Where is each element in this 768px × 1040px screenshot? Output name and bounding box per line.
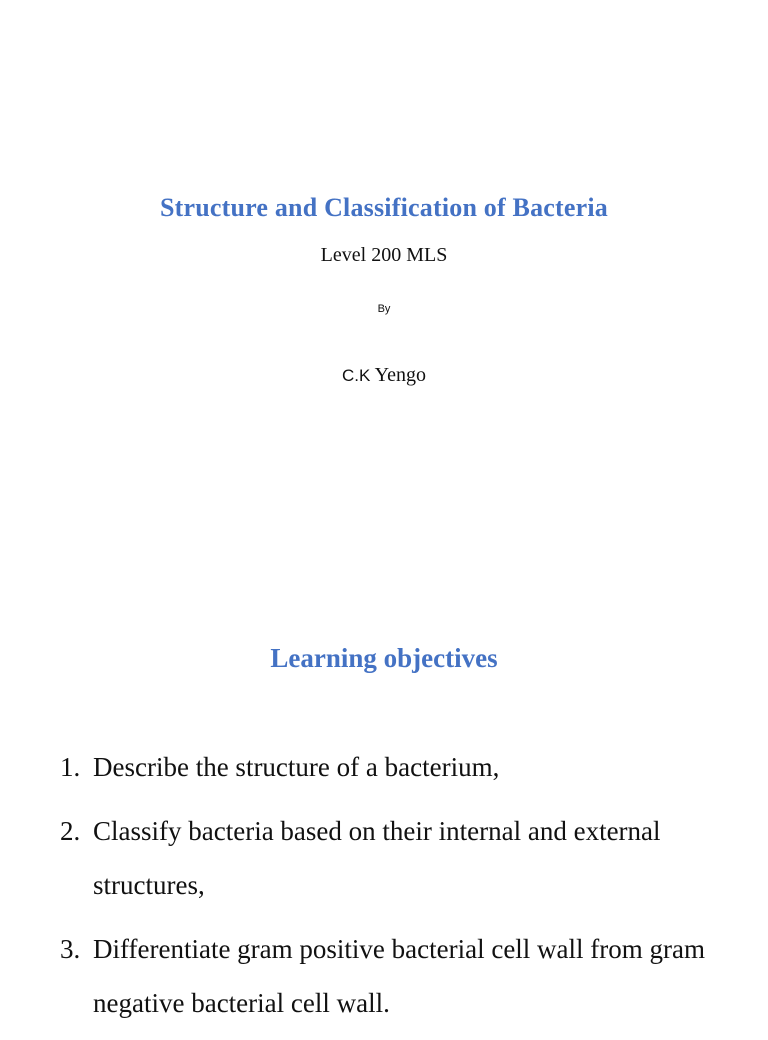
by-label: By — [377, 303, 391, 315]
objective-text: Classify bacteria based on their internal and external structures, — [93, 816, 661, 900]
objective-item — [60, 922, 740, 1030]
author-name — [0, 364, 768, 387]
objective-text: Describe the structure of a bacterium, — [93, 752, 500, 782]
document-subtitle: Level 200 MLS — [320, 244, 448, 266]
author-surname: Yengo — [374, 364, 426, 386]
objective-number: 3. — [60, 934, 81, 964]
objective-item — [60, 804, 740, 912]
objective-text: Differentiate gram positive bacterial cell wall from gram negative bacterial cell wall. — [93, 934, 705, 1018]
objectives-list — [60, 740, 740, 1040]
objective-item — [60, 740, 740, 794]
learning-objectives-heading: Learning objectives — [270, 643, 498, 673]
document-title: Structure and Classification of Bacteria — [159, 193, 609, 222]
objective-number: 2. — [60, 816, 81, 846]
objective-number: 1. — [60, 752, 81, 782]
author-initials: C.K — [342, 366, 371, 385]
